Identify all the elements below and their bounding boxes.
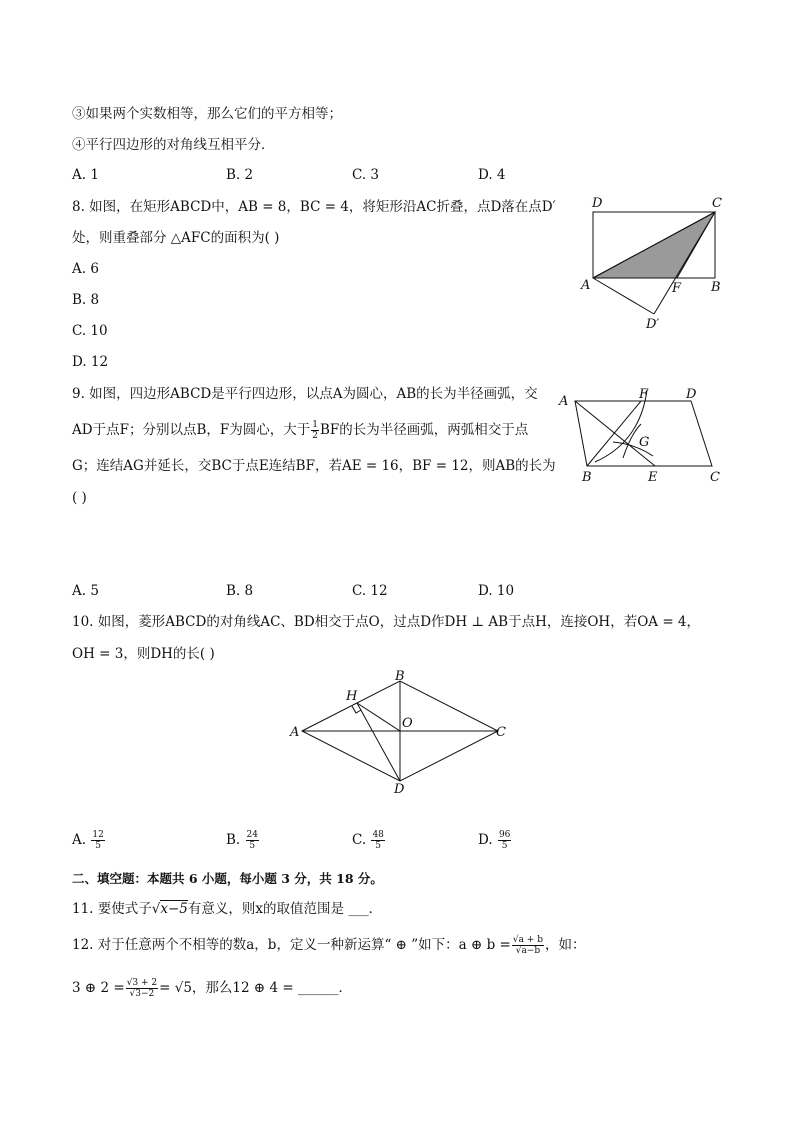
q9-line2-part2: BF的长为半径画弧，两弧相交于点: [319, 422, 529, 438]
q12-line2-part2: = √5，那么12 ⊕ 4 =: [159, 980, 294, 996]
q10-text-line1: 10. 如图，菱形ABCD的对角线AC、BD相交于点O，过点D作DH ⊥ AB于点H，连接OH，若OA = 4，: [72, 614, 701, 630]
q10-text-line2: OH = 3，则DH的长( ): [72, 646, 215, 662]
q10-option-d: [478, 830, 512, 851]
segment-ae: [575, 401, 655, 466]
q11-text: [72, 900, 382, 918]
option-letter: A.: [72, 832, 87, 848]
q8-figure: [570, 190, 730, 335]
fraction-numerator: 96: [498, 830, 511, 840]
fraction-denominator: 2: [312, 431, 318, 441]
fraction-denominator: √3−2: [129, 989, 155, 999]
q9-option-c: C. 12: [352, 583, 388, 599]
label-d: D: [394, 782, 405, 795]
fraction-numerator: 24: [246, 830, 258, 840]
label-a: A: [581, 278, 591, 293]
q12-text-line2: [72, 978, 352, 999]
option-fraction: [498, 830, 511, 851]
option-a: A. 1: [72, 167, 99, 183]
q9-figure: [555, 382, 730, 487]
q11-prefix: 11. 要使式子: [72, 901, 152, 917]
fraction-numerator: 48: [372, 830, 384, 840]
q8-option-d: D. 12: [72, 354, 109, 370]
q8-text-line1: 8. 如图，在矩形ABCD中，AB = 8，BC = 4，将矩形沿AC折叠，点D落在点D′: [72, 199, 556, 215]
q10-option-c: [352, 830, 386, 851]
q9-option-b: B. 8: [226, 583, 254, 599]
fraction-numerator: 1: [312, 420, 318, 430]
fold-segment-ad1: [593, 278, 654, 314]
option-b: B. 2: [226, 167, 254, 183]
label-c: C: [710, 470, 720, 485]
q9-text-line4: ( ): [72, 490, 87, 506]
half-fraction: [311, 420, 319, 441]
label-g: G: [639, 435, 650, 450]
q8-option-a: A. 6: [72, 261, 99, 277]
option-fraction: [246, 830, 259, 851]
segment-dh: [357, 703, 400, 781]
label-b: B: [582, 470, 592, 485]
fraction-denominator: 5: [501, 841, 508, 851]
q8-option-b: B. 8: [72, 292, 100, 308]
option-letter: D.: [478, 832, 493, 848]
q12-line2-part1: 3 ⊕ 2 =: [72, 980, 125, 996]
sqrt-expression: √x−5: [151, 901, 188, 917]
fraction-denominator: 5: [249, 841, 256, 851]
label-d-prime: D′: [646, 317, 660, 332]
answer-blank: ___: [348, 901, 369, 917]
q10-figure: [280, 665, 510, 795]
fraction-numerator: 12: [92, 830, 104, 840]
label-d: D: [686, 387, 697, 402]
statement-3: ③如果两个实数相等，那么它们的平方相等；: [72, 106, 342, 122]
label-f: F: [672, 281, 682, 296]
q11-end: ．: [368, 901, 383, 917]
q11-suffix: 有意义，则x的取值范围是: [187, 901, 345, 917]
radicand: x−5: [160, 901, 188, 917]
q8-option-c: C. 10: [72, 323, 108, 339]
label-e: E: [648, 470, 658, 485]
label-c: C: [496, 725, 506, 740]
label-o: O: [402, 716, 413, 731]
option-letter: B.: [226, 832, 241, 848]
fraction-numerator: √a + b: [512, 935, 543, 945]
option-d: D. 4: [478, 167, 506, 183]
q9-option-a: A. 5: [72, 583, 99, 599]
q10-option-a: [72, 830, 106, 851]
q12-line1-part1: 12. 对于任意两个不相等的数a，b，定义一种新运算“ ⊕ ”如下：a ⊕ b =: [72, 937, 511, 953]
label-a: A: [559, 394, 569, 409]
q9-text-line2: [72, 420, 528, 441]
q8-text-line2: 处，则重叠部分 △AFC的面积为( ): [72, 230, 280, 246]
option-fraction: [91, 830, 104, 851]
definition-fraction: [512, 935, 544, 956]
q9-option-d: D. 10: [478, 583, 515, 599]
fraction-denominator: 5: [375, 841, 382, 851]
section-heading: 二、填空题：本题共 6 小题，每小题 3 分，共 18 分。: [72, 871, 383, 886]
q12-line1-part2: ，如：: [544, 937, 586, 953]
label-f: F: [639, 387, 649, 402]
q12-end: ．: [338, 980, 352, 996]
statement-4: ④平行四边形的对角线互相平分．: [72, 137, 275, 153]
segment-bf: [587, 401, 641, 466]
label-d: D: [592, 196, 603, 211]
answer-blank: ______: [298, 980, 339, 996]
label-c: C: [712, 196, 722, 211]
q12-text-line1: [72, 935, 585, 956]
label-a: A: [290, 725, 300, 740]
option-letter: C.: [352, 832, 367, 848]
segment-oh: [357, 703, 400, 731]
fraction-denominator: √a−b: [515, 946, 541, 956]
label-h: H: [346, 689, 358, 704]
label-b: B: [395, 669, 405, 684]
q9-line2-part1: AD于点F；分别以点B，F为圆心，大于: [72, 422, 311, 438]
q9-text-line3: G；连结AG并延长，交BC于点E连结BF，若AE = 16，BF = 12，则AB的长为: [72, 458, 556, 474]
option-fraction: [371, 830, 384, 851]
q9-text-line1: 9. 如图，四边形ABCD是平行四边形，以点A为圆心，AB的长为半径画弧，交: [72, 386, 538, 402]
option-c: C. 3: [352, 167, 380, 183]
fraction-denominator: 5: [95, 841, 101, 851]
fraction-numerator: √3 + 2: [126, 978, 158, 988]
label-b: B: [711, 280, 721, 295]
example-fraction: [126, 978, 158, 999]
q10-option-b: [226, 830, 260, 851]
